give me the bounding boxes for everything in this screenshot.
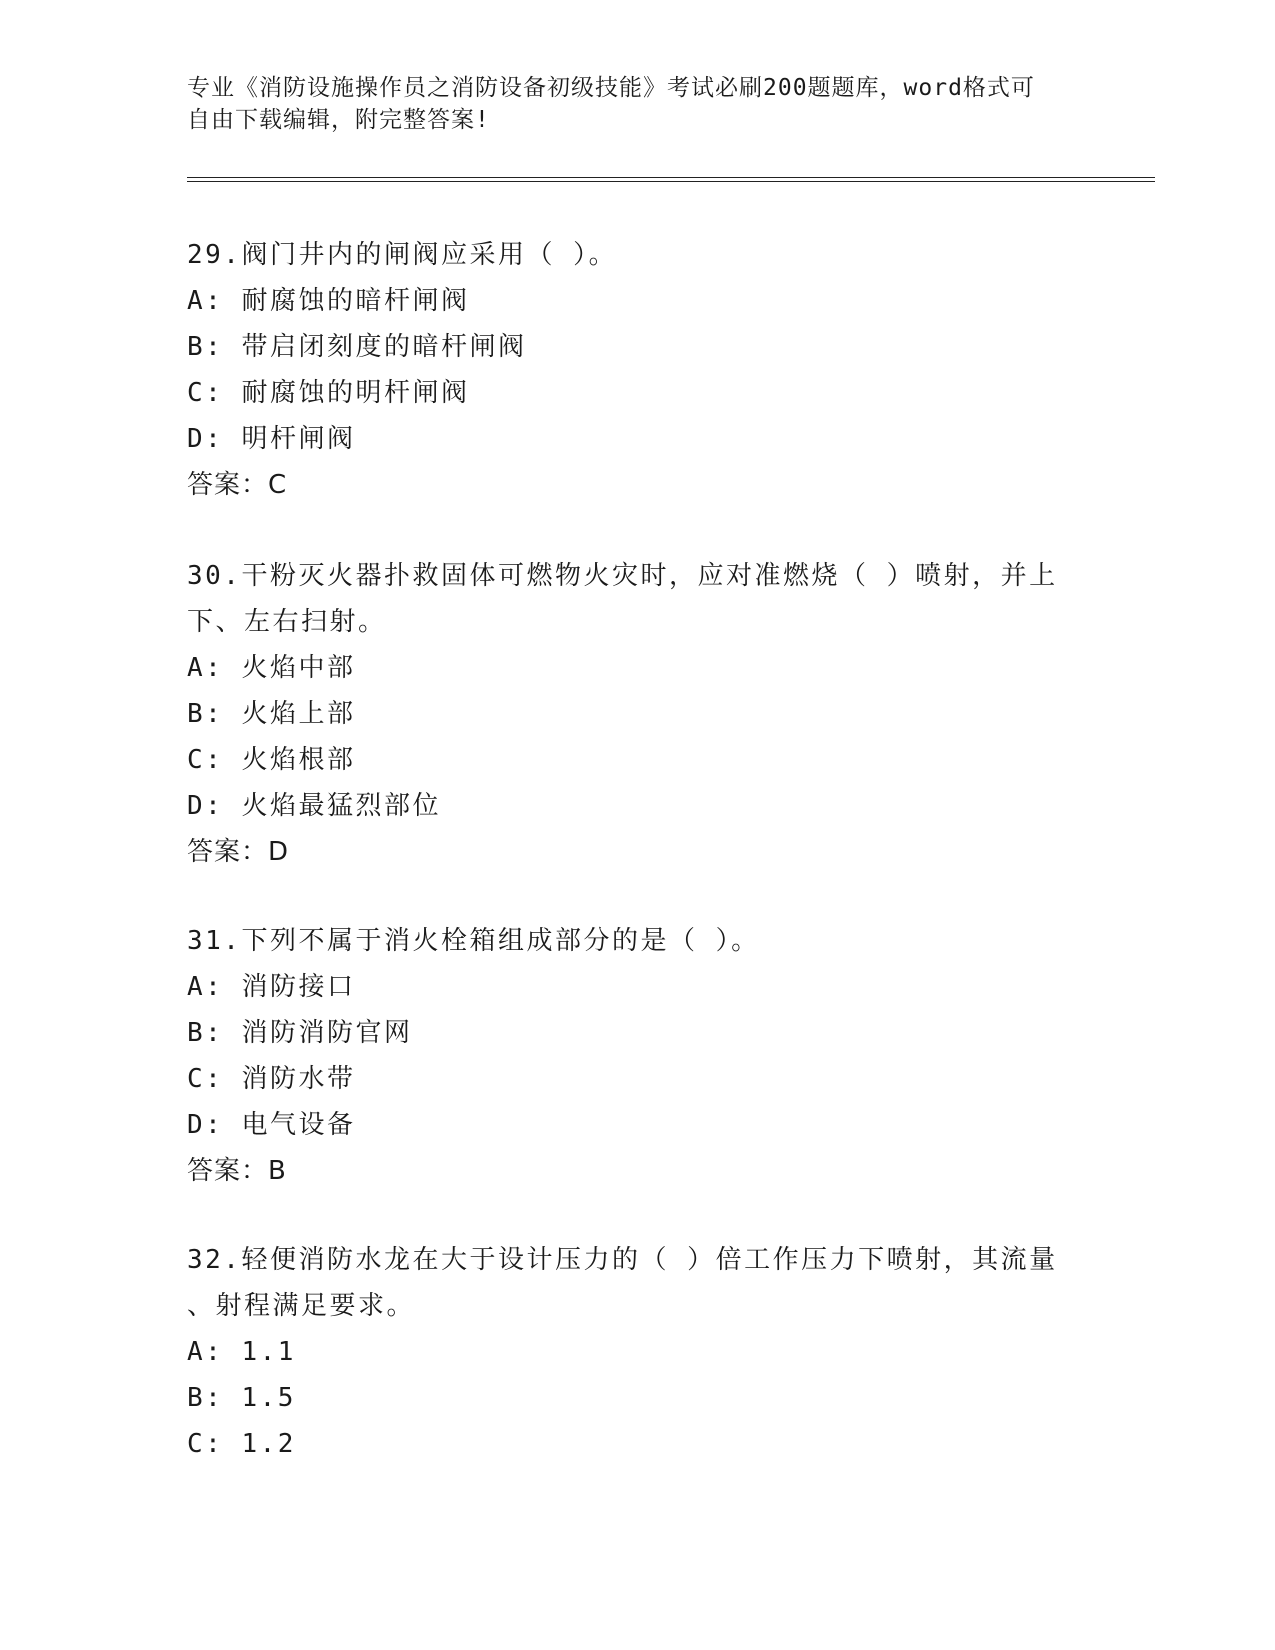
answer: 答案：B — [187, 1156, 287, 1186]
question-stem: 31.下列不属于消火栓箱组成部分的是（ ）。 — [187, 926, 760, 956]
option-d: D: 明杆闸阀 — [187, 424, 356, 454]
question-30 — [187, 553, 1087, 875]
question-stem-continued: 、射程满足要求。 — [187, 1291, 416, 1321]
header-divider-bottom — [187, 181, 1155, 182]
answer: 答案：D — [187, 837, 290, 867]
option-b: B: 1.5 — [187, 1383, 296, 1413]
question-stem-continued: 下、左右扫射。 — [187, 607, 387, 637]
header-line-2: 自由下载编辑，附完整答案! — [187, 107, 490, 133]
question-31 — [187, 918, 1087, 1194]
question-stem: 29.阀门井内的闸阀应采用（ ）。 — [187, 240, 618, 270]
header-line-1: 专业《消防设施操作员之消防设备初级技能》考试必刷200题题库，word格式可 — [187, 75, 1035, 101]
option-c: C: 火焰根部 — [187, 745, 356, 775]
question-29 — [187, 232, 1087, 508]
question-stem: 32.轻便消防水龙在大于设计压力的（ ）倍工作压力下喷射，其流量 — [187, 1245, 1058, 1275]
document-header — [187, 72, 1067, 136]
option-c: C: 1.2 — [187, 1429, 296, 1459]
option-b: B: 火焰上部 — [187, 699, 356, 729]
answer: 答案：C — [187, 470, 288, 500]
option-b: B: 带启闭刻度的暗杆闸阀 — [187, 332, 527, 362]
question-32 — [187, 1237, 1087, 1467]
option-a: A: 1.1 — [187, 1337, 296, 1367]
option-c: C: 耐腐蚀的明杆闸阀 — [187, 378, 470, 408]
option-a: A: 耐腐蚀的暗杆闸阀 — [187, 286, 470, 316]
option-d: D: 电气设备 — [187, 1110, 356, 1140]
option-b: B: 消防消防官网 — [187, 1018, 413, 1048]
header-divider-top — [187, 177, 1155, 178]
option-a: A: 火焰中部 — [187, 653, 356, 683]
question-stem: 30.干粉灭火器扑救固体可燃物火灾时，应对准燃烧（ ）喷射，并上 — [187, 561, 1058, 591]
option-c: C: 消防水带 — [187, 1064, 356, 1094]
option-d: D: 火焰最猛烈部位 — [187, 791, 441, 821]
option-a: A: 消防接口 — [187, 972, 356, 1002]
